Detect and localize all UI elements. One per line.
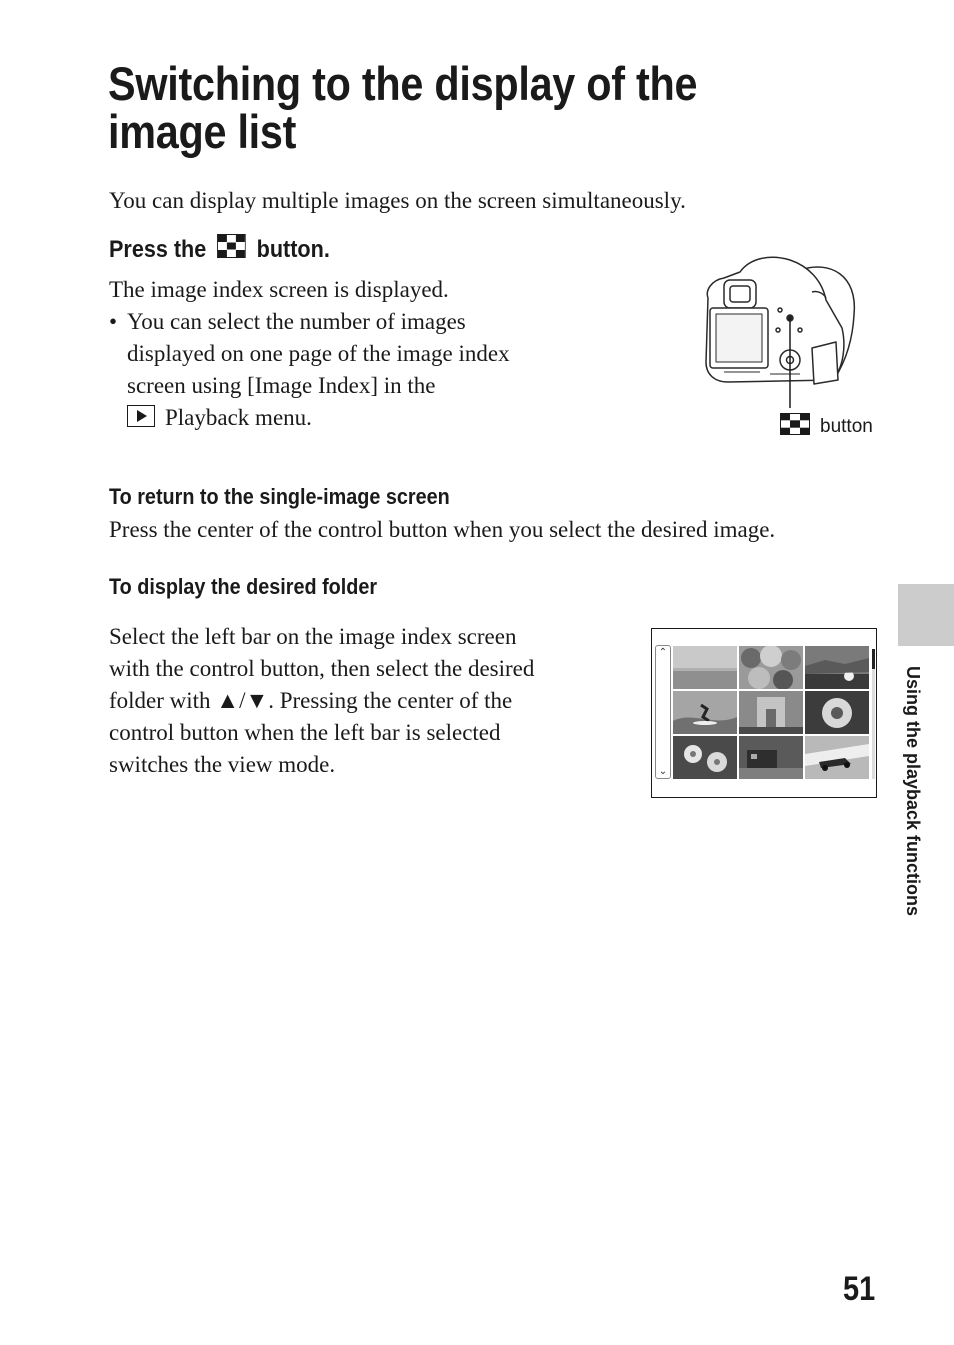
thumbnail-race-car[interactable] xyxy=(805,736,869,779)
thumbnail-surfer[interactable] xyxy=(673,691,737,734)
thumbnail-sea[interactable] xyxy=(673,646,737,689)
step-body xyxy=(109,274,549,434)
step-description: The image index screen is displayed. xyxy=(109,277,449,302)
thumbnail-train[interactable] xyxy=(739,736,803,779)
thumbnail-sunset[interactable] xyxy=(805,646,869,689)
camera-illustration xyxy=(700,250,860,410)
folder-heading: To display the desired folder xyxy=(109,574,378,599)
step-heading xyxy=(109,234,330,265)
step-heading-before: Press the xyxy=(109,235,207,263)
return-heading: To return to the single-image screen xyxy=(109,484,450,509)
page-number: 51 xyxy=(843,1270,876,1308)
image-index-screen xyxy=(651,628,877,798)
up-arrow-icon: ⌃ xyxy=(658,647,668,658)
thumbnail-arch[interactable] xyxy=(739,691,803,734)
thumbnail-daisies[interactable] xyxy=(673,736,737,779)
step-bullet-text: You can select the number of images displayed on one page of the image index screen using [Image Index] in the xyxy=(127,309,510,398)
step-bullet-end: Playback menu. xyxy=(165,405,312,430)
thumbnail-grid xyxy=(673,646,869,779)
camera-button-label: button xyxy=(820,416,873,437)
intro-text: You can display multiple images on the screen simultaneously. xyxy=(109,188,686,213)
folder-text: Select the left bar on the image index screen with the control button, then select the desired folder with ▲/▼. Pressing the center of the control button when the left bar is selected switches the view mode. xyxy=(109,624,535,777)
thumbnail-balloons[interactable] xyxy=(739,646,803,689)
camera-button-callout xyxy=(780,413,873,441)
section-tab xyxy=(898,584,954,646)
image-index-icon xyxy=(217,234,246,265)
bullet-dot: • xyxy=(109,309,118,334)
thumbnail-flower[interactable] xyxy=(805,691,869,734)
image-index-icon xyxy=(780,413,810,441)
down-arrow-icon: ⌄ xyxy=(658,766,668,777)
section-side-label: Using the playback functions xyxy=(903,666,923,917)
folder-left-bar[interactable] xyxy=(655,645,671,779)
step-heading-after: button. xyxy=(256,235,330,263)
step-bullet xyxy=(109,306,549,434)
scrollbar-thumb[interactable] xyxy=(872,649,875,669)
page-title: Switching to the display of the image list xyxy=(108,57,698,158)
scrollbar[interactable] xyxy=(872,649,875,779)
playback-icon xyxy=(127,405,155,427)
return-text: Press the center of the control button when you select the desired image. xyxy=(109,517,776,542)
